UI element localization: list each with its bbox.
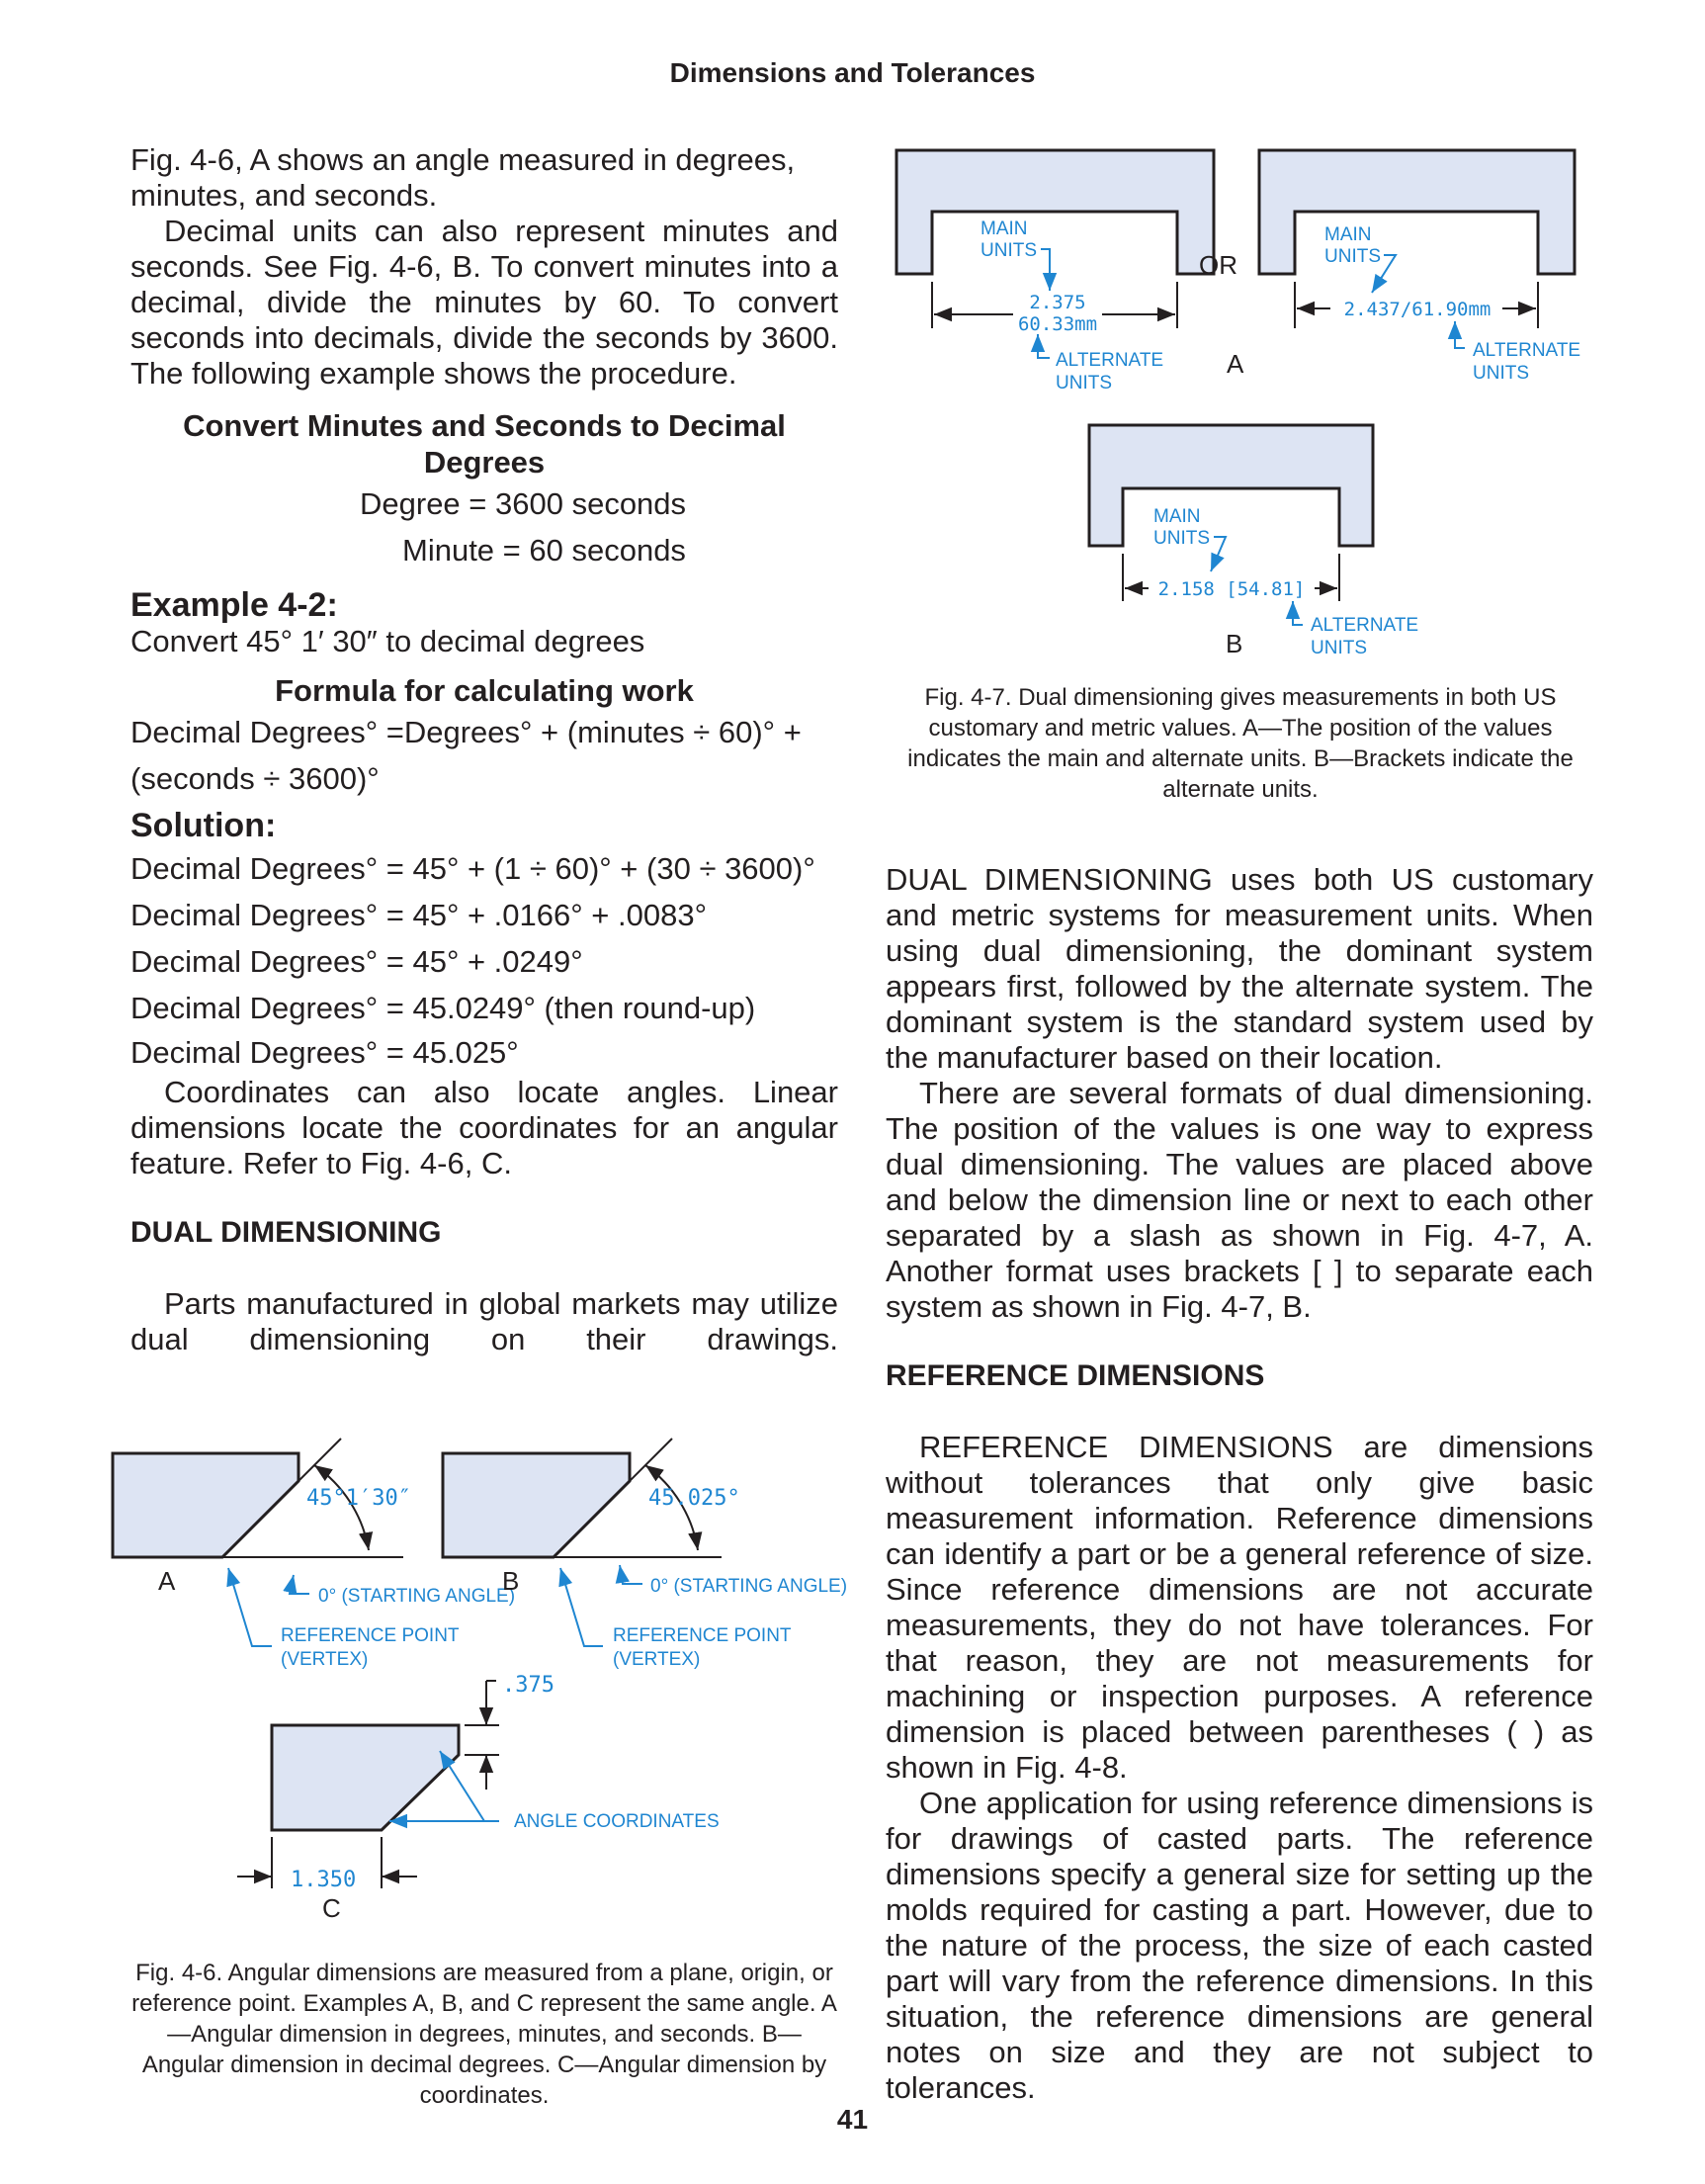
dual-dimensioning-para-1: DUAL DIMENSIONING uses both US customary and metric systems for measurement units. When using dual dimensioning, the dominant system appears first, followed by the alternate system. The dominant system is the standard system used by the manufacturer based on their location. [886, 862, 1593, 1075]
intro-paragraph: Fig. 4-6, A shows an angle measured in degrees, minutes, and seconds. [130, 142, 796, 213]
start-angle-leader-a [290, 1575, 309, 1594]
alt-units-line2-b: UNITS [1311, 638, 1367, 658]
label-b: B [502, 1566, 520, 1596]
fig47-part-a2 [1259, 150, 1580, 384]
main-units-line1-a2: MAIN [1324, 224, 1372, 245]
formula-heading: Formula for calculating work [275, 673, 694, 708]
main-units-line2-b: UNITS [1153, 528, 1210, 549]
start-angle-leader-b [620, 1565, 642, 1584]
figure-4-6 [99, 1434, 880, 1943]
running-head: Dimensions and Tolerances [669, 57, 1036, 88]
dim-value-375: .375 [502, 1673, 554, 1698]
dual-dimensioning-para-2: There are several formats of dual dimensioning. The position of the values is one way to express dual dimensioning. The values are placed above and below the dimension line or next to each other separated by a slash as shown in Fig. 4-7, A. Another format uses brackets [ ] to separate each system as shown in Fig. 4-7, B. [886, 1076, 1593, 1324]
dim-value-1350: 1.350 [291, 1868, 357, 1892]
figure-4-7 [880, 138, 1601, 672]
solution-line: Decimal Degrees° = 45.025° [130, 1035, 519, 1070]
angle-value-a: 45°1′30″ [306, 1486, 411, 1511]
solution-title: Solution: [130, 807, 277, 844]
start-angle-label-b: 0° (STARTING ANGLE) [650, 1576, 848, 1597]
solution-line: Decimal Degrees° = 45.0249° (then round-up) [130, 991, 756, 1025]
formula-line-1: Decimal Degrees° =Degrees° + (minutes ÷ 60)° + [130, 715, 802, 749]
fig46-example-c [237, 1673, 720, 1923]
formula-line-2: (seconds ÷ 3600)° [130, 761, 380, 796]
main-units-line1-b: MAIN [1153, 506, 1201, 527]
fig47-part-a1 [896, 150, 1214, 393]
alt-units-line2-a2: UNITS [1473, 363, 1529, 384]
alt-units-line1-b: ALTERNATE [1311, 615, 1419, 636]
fig47-part-b [1089, 425, 1418, 658]
convert-heading: Convert Minutes and Seconds to Decimal Degrees [183, 408, 786, 480]
label-c: C [322, 1893, 341, 1923]
dual-dimensioning-paragraph: Parts manufactured in global markets may utilize dual dimensioning on their drawings. [130, 1286, 838, 1356]
reference-dimensions-para-1: REFERENCE DIMENSIONS are dimensions without tolerances that only give basic measurement information. Reference dimensions can identify a part or be a general reference of size. Since reference dimensions are not accurate measurements, they do not have tolerances. For that reason, they are not measurements for machining or inspection purposes. A reference dimension is placed between parentheses ( ) as shown in Fig. 4-8. [886, 1430, 1593, 1785]
channel-shape-a1 [896, 150, 1214, 274]
part-a-shape [113, 1453, 298, 1557]
left-column [130, 142, 838, 1357]
fig46-caption: Fig. 4-6. Angular dimensions are measured from a plane, origin, or reference point. Examples A, B, and C represent the same angle. A—Angular dimension in degrees, minutes, and seconds. B—Angular dimension in decimal degrees. C—Angular dimension by coordinates. [131, 1960, 837, 2109]
ref-point-leader-a [228, 1568, 272, 1646]
reference-dimensions-heading: REFERENCE DIMENSIONS [886, 1359, 1265, 1392]
main-units-line2-a1: UNITS [980, 240, 1037, 261]
solution-line: Decimal Degrees° = 45° + .0166° + .0083° [130, 898, 707, 932]
alt-units-leader-a1 [1038, 334, 1050, 358]
main-units-line1-a1: MAIN [980, 218, 1028, 239]
coordinates-paragraph: Coordinates can also locate angles. Linear dimensions locate the coordinates for an angular feature. Refer to Fig. 4-6, C. [130, 1075, 838, 1180]
part-b-shape [443, 1453, 630, 1557]
ref-point-line1-b: REFERENCE POINT [613, 1625, 792, 1646]
main-units-leader-b [1211, 537, 1226, 571]
minute-equation: Minute = 60 seconds [402, 533, 686, 568]
degree-equation: Degree = 3600 seconds [360, 486, 687, 521]
alt-value-a1: 60.33mm [1017, 313, 1098, 335]
decimal-paragraph: Decimal units can also represent minutes and seconds. See Fig. 4-6, B. To convert minutes into a decimal, divide the minutes by 60. To convert seconds into decimals, divide the seconds by 3600. The following example shows the procedure. [130, 214, 838, 391]
channel-shape-a2 [1259, 150, 1575, 274]
alt-units-line2-a1: UNITS [1056, 373, 1112, 393]
alt-units-leader-a2 [1455, 321, 1465, 348]
fig46-example-b [443, 1439, 847, 1670]
bracket-value-b: 2.158 [54.81] [1157, 578, 1306, 600]
solution-line: Decimal Degrees° = 45° + (1 ÷ 60)° + (30 ÷ 3600)° [130, 851, 815, 886]
page-number: 41 [836, 2104, 869, 2135]
label-a: A [158, 1566, 176, 1596]
dual-dimensioning-heading: DUAL DIMENSIONING [130, 1216, 442, 1249]
angle-coord-leader-v [440, 1751, 484, 1821]
reference-dimensions-para-2: One application for using reference dimensions is for drawings of casted parts. The reference dimensions specify a general size for setting up the molds required for casting a part. However, due to the nature of the process, the size of each casted part will vary from the reference dimensions. In this situation, the reference dimensions are general notes on size and they are not subject to tolerances. [886, 1786, 1593, 2105]
alt-units-leader-b [1293, 601, 1303, 625]
start-angle-label-a: 0° (STARTING ANGLE) [318, 1586, 516, 1607]
ref-point-line2-b: (VERTEX) [613, 1649, 701, 1670]
slash-value-a2: 2.437/61.90mm [1343, 299, 1492, 320]
main-units-leader-a1 [1041, 249, 1050, 291]
alt-units-line1-a2: ALTERNATE [1473, 340, 1581, 361]
fig47-label-a: A [1227, 349, 1244, 379]
example-title: Example 4-2: [130, 586, 338, 624]
alt-units-line1-a1: ALTERNATE [1056, 350, 1164, 371]
fig47-label-b: B [1226, 629, 1243, 658]
channel-shape-b [1089, 425, 1373, 546]
main-units-line2-a2: UNITS [1324, 246, 1381, 267]
angle-coordinates-label: ANGLE COORDINATES [514, 1811, 720, 1832]
ref-point-line2-a: (VERTEX) [281, 1649, 369, 1670]
ref-point-leader-b [560, 1568, 603, 1646]
ref-point-line1-a: REFERENCE POINT [281, 1625, 460, 1646]
part-c-shape [272, 1725, 459, 1830]
right-column [886, 862, 1593, 2106]
example-text: Convert 45° 1′ 30″ to decimal degrees [130, 624, 645, 658]
solution-line: Decimal Degrees° = 45° + .0249° [130, 944, 583, 979]
or-label: OR [1199, 250, 1237, 280]
fig47-caption: Fig. 4-7. Dual dimensioning gives measurements in both US customary and metric values. A—The position of the values indicates the main and alternate units. B—Brackets indicate the alternate units. [907, 684, 1574, 803]
main-value-a1: 2.375 [1029, 292, 1086, 313]
angle-value-b: 45.025° [648, 1486, 740, 1511]
